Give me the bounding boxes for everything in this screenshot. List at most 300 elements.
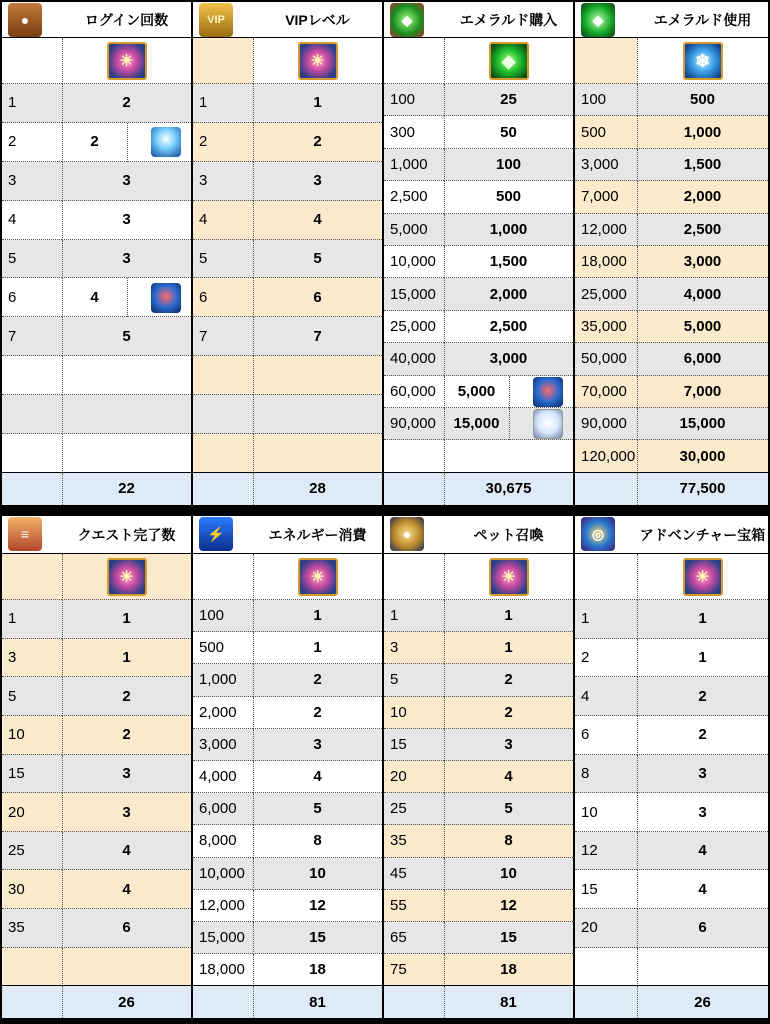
row-key: 18,000 [575, 246, 637, 278]
row-key: 4 [2, 201, 62, 240]
vip-crest-icon: VIP [199, 3, 233, 37]
table-header-title: ペット召喚 [444, 516, 573, 554]
row-value: 3 [62, 793, 191, 832]
table-header-title: ログイン回数 [62, 2, 191, 38]
row-value: 1 [444, 632, 573, 664]
row-value: 3 [253, 729, 382, 761]
row-key: 25 [2, 832, 62, 871]
row-key: 3 [2, 639, 62, 678]
row-key: 40,000 [384, 343, 444, 375]
column-divider [62, 317, 63, 356]
row-value: 1,000 [637, 116, 768, 148]
column-divider [637, 149, 638, 181]
column-divider [637, 473, 638, 505]
row-value: 6,000 [637, 343, 768, 375]
column-divider [253, 162, 254, 201]
row-value: 18 [253, 954, 382, 986]
column-divider [62, 639, 63, 678]
row-key: 120,000 [575, 440, 637, 472]
row-value: 5 [253, 793, 382, 825]
row-key: 15,000 [193, 922, 253, 954]
column-divider [62, 793, 63, 832]
row-key: 3 [193, 162, 253, 201]
total-value: 30,675 [444, 473, 573, 505]
column-divider [444, 858, 445, 890]
total-key-cell [384, 473, 444, 505]
column-divider [637, 793, 638, 832]
row-value: 12 [253, 890, 382, 922]
row-value: 3 [62, 755, 191, 794]
reward-key-cell [384, 554, 444, 600]
row-value: 500 [444, 181, 573, 213]
row-value: 2 [62, 716, 191, 755]
row-key: 2,500 [384, 181, 444, 213]
column-divider [637, 639, 638, 678]
row-value: 3 [637, 793, 768, 832]
column-divider [444, 793, 445, 825]
row-key: 2,000 [193, 697, 253, 729]
total-value: 81 [253, 986, 382, 1018]
row-key: 90,000 [575, 408, 637, 440]
column-divider [637, 38, 638, 84]
column-divider [637, 440, 638, 472]
total-key-cell [193, 473, 253, 505]
column-divider [62, 84, 63, 123]
column-divider [62, 909, 63, 948]
row-value: 6 [637, 909, 768, 948]
row-key: 45 [384, 858, 444, 890]
row-value: 3 [62, 162, 191, 201]
emerald-gem-icon: ◆ [581, 3, 615, 37]
row-key: 100 [193, 600, 253, 632]
row-key: 10,000 [193, 858, 253, 890]
total-value: 22 [62, 473, 191, 505]
row-value: 12 [444, 890, 573, 922]
penguin-pet-icon [151, 127, 181, 157]
row-value: 8 [253, 825, 382, 857]
row-key [2, 395, 62, 434]
row-value [253, 434, 382, 473]
row-value: 7,000 [637, 376, 768, 408]
row-value: 5 [253, 240, 382, 279]
column-divider [444, 554, 445, 600]
column-divider [444, 473, 445, 505]
row-value: 2,000 [637, 181, 768, 213]
column-divider [253, 664, 254, 696]
total-key-cell [193, 986, 253, 1018]
column-divider [253, 697, 254, 729]
row-value: 3,000 [637, 246, 768, 278]
row-key: 30 [2, 870, 62, 909]
row-key: 8,000 [193, 825, 253, 857]
row-value: 1 [253, 84, 382, 123]
row-value: 6 [62, 909, 191, 948]
row-key: 75 [384, 954, 444, 986]
row-key: 300 [384, 116, 444, 148]
total-value: 81 [444, 986, 573, 1018]
row-value: 4,000 [637, 278, 768, 310]
row-key: 6 [193, 278, 253, 317]
row-value: 2 [253, 123, 382, 162]
row-key [193, 395, 253, 434]
column-divider [62, 948, 63, 987]
row-value: 2 [637, 677, 768, 716]
row-value: 4 [253, 761, 382, 793]
row-value: 7 [253, 317, 382, 356]
column-divider [62, 600, 63, 639]
row-key: 12 [575, 832, 637, 871]
row-value: 5 [62, 317, 191, 356]
row-value: 4 [253, 201, 382, 240]
row-value [637, 948, 768, 987]
column-divider [253, 793, 254, 825]
row-key [193, 356, 253, 395]
row-value: 15,000 [444, 408, 509, 440]
row-value: 2 [62, 677, 191, 716]
row-value: 1 [637, 639, 768, 678]
row-value: 2 [62, 123, 127, 162]
column-divider [637, 246, 638, 278]
column-divider [62, 986, 63, 1018]
row-key: 12,000 [575, 214, 637, 246]
row-key: 50,000 [575, 343, 637, 375]
column-divider [62, 201, 63, 240]
row-value: 18 [444, 954, 573, 986]
row-key: 10 [384, 697, 444, 729]
column-divider [253, 240, 254, 279]
column-divider [62, 240, 63, 279]
row-key: 65 [384, 922, 444, 954]
column-divider [253, 922, 254, 954]
column-divider [62, 38, 63, 84]
row-value: 3 [253, 162, 382, 201]
column-divider [444, 697, 445, 729]
row-key: 7 [193, 317, 253, 356]
avatar-icon: ● [8, 3, 42, 37]
row-key: 4,000 [193, 761, 253, 793]
table-header-title: エメラルド使用 [637, 2, 768, 38]
row-key: 2 [193, 123, 253, 162]
column-divider [444, 761, 445, 793]
row-value: 1,500 [444, 246, 573, 278]
column-divider [253, 434, 254, 473]
column-divider [444, 408, 445, 440]
reward-key-cell [193, 38, 253, 84]
row-value: 500 [637, 84, 768, 116]
total-key-cell [575, 473, 637, 505]
column-divider [253, 317, 254, 356]
reward-key-cell [575, 554, 637, 600]
column-divider [253, 600, 254, 632]
column-divider [637, 311, 638, 343]
column-divider [253, 729, 254, 761]
row-key: 8 [575, 755, 637, 794]
column-divider [444, 664, 445, 696]
row-key: 2 [575, 639, 637, 678]
column-divider [253, 858, 254, 890]
row-value: 2,000 [444, 278, 573, 310]
ice-cream-item-icon [298, 558, 338, 596]
row-key: 55 [384, 890, 444, 922]
column-divider [637, 278, 638, 310]
row-key: 1 [2, 600, 62, 639]
column-divider [253, 890, 254, 922]
row-value: 15 [444, 922, 573, 954]
row-key: 5 [2, 677, 62, 716]
ice-cream-item-icon [489, 558, 529, 596]
column-divider [637, 986, 638, 1018]
row-value [62, 434, 191, 473]
total-key-cell [384, 986, 444, 1018]
row-value: 1,500 [637, 149, 768, 181]
row-key: 60,000 [384, 376, 444, 408]
row-key: 20 [2, 793, 62, 832]
column-divider [444, 954, 445, 986]
column-divider [637, 408, 638, 440]
row-key: 3,000 [193, 729, 253, 761]
column-divider [62, 716, 63, 755]
column-divider [637, 677, 638, 716]
row-key: 500 [575, 116, 637, 148]
column-divider [509, 408, 510, 440]
row-key: 25,000 [384, 311, 444, 343]
row-key [384, 440, 444, 472]
row-key [2, 434, 62, 473]
row-key: 100 [575, 84, 637, 116]
column-divider [253, 554, 254, 600]
column-divider [253, 473, 254, 505]
column-divider [444, 116, 445, 148]
column-divider [444, 149, 445, 181]
row-key: 3 [384, 632, 444, 664]
column-divider [444, 311, 445, 343]
row-value: 2 [637, 716, 768, 755]
table-header-title: エメラルド購入 [444, 2, 573, 38]
column-divider [637, 84, 638, 116]
row-key: 35,000 [575, 311, 637, 343]
row-value: 50 [444, 116, 573, 148]
column-divider [637, 181, 638, 213]
row-value: 4 [62, 278, 127, 317]
ice-cream-item-icon [107, 558, 147, 596]
row-value: 2,500 [444, 311, 573, 343]
row-value [62, 395, 191, 434]
row-value: 5 [444, 793, 573, 825]
row-value: 1 [253, 600, 382, 632]
row-value: 3 [637, 755, 768, 794]
row-key: 35 [384, 825, 444, 857]
row-value: 10 [444, 858, 573, 890]
table-header-title: クエスト完了数 [62, 516, 191, 554]
column-divider [253, 84, 254, 123]
row-key: 5,000 [384, 214, 444, 246]
row-value: 8 [444, 825, 573, 857]
total-value: 28 [253, 473, 382, 505]
row-value [62, 356, 191, 395]
row-value [253, 395, 382, 434]
row-key: 20 [384, 761, 444, 793]
row-key: 70,000 [575, 376, 637, 408]
column-divider [637, 343, 638, 375]
column-divider [62, 434, 63, 473]
column-divider [444, 343, 445, 375]
row-value: 4 [637, 832, 768, 871]
column-divider [444, 922, 445, 954]
row-value [62, 948, 191, 987]
column-divider [62, 554, 63, 600]
row-key: 6 [2, 278, 62, 317]
column-divider [62, 278, 63, 317]
row-key: 6,000 [193, 793, 253, 825]
column-divider [444, 890, 445, 922]
row-value: 1 [253, 632, 382, 664]
column-divider [62, 755, 63, 794]
column-divider [637, 214, 638, 246]
ice-cream-item-icon [298, 42, 338, 80]
row-key: 15,000 [384, 278, 444, 310]
column-divider [637, 832, 638, 871]
row-key: 10 [575, 793, 637, 832]
column-divider [253, 38, 254, 84]
column-divider [444, 600, 445, 632]
row-value: 6 [253, 278, 382, 317]
row-key: 10 [2, 716, 62, 755]
row-key: 15 [384, 729, 444, 761]
column-divider [637, 554, 638, 600]
total-value: 77,500 [637, 473, 768, 505]
column-divider [637, 116, 638, 148]
column-divider [253, 986, 254, 1018]
column-divider [62, 162, 63, 201]
column-divider [253, 395, 254, 434]
total-key-cell [2, 986, 62, 1018]
column-divider [637, 716, 638, 755]
row-value: 4 [62, 832, 191, 871]
row-key: 25 [384, 793, 444, 825]
column-divider [127, 123, 128, 162]
row-value: 3 [62, 240, 191, 279]
scroll-icon: ≡ [8, 517, 42, 551]
column-divider [444, 214, 445, 246]
row-key: 1 [384, 600, 444, 632]
row-value: 2 [253, 664, 382, 696]
column-divider [444, 181, 445, 213]
column-divider [253, 201, 254, 240]
column-divider [127, 278, 128, 317]
total-value: 26 [637, 986, 768, 1018]
column-divider [62, 123, 63, 162]
column-divider [637, 600, 638, 639]
emerald-pile-icon: ◆ [390, 3, 424, 37]
row-key [193, 434, 253, 473]
pet-egg-icon: ● [390, 517, 424, 551]
row-value: 15 [253, 922, 382, 954]
row-key [2, 948, 62, 987]
reward-key-cell [575, 38, 637, 84]
ice-cream-item-icon [107, 42, 147, 80]
row-key: 100 [384, 84, 444, 116]
row-key: 1,000 [384, 149, 444, 181]
column-divider [637, 909, 638, 948]
row-value [253, 356, 382, 395]
row-key: 2 [2, 123, 62, 162]
table-header-title: エネルギー消費 [253, 516, 382, 554]
row-value: 4 [62, 870, 191, 909]
column-divider [253, 123, 254, 162]
row-value: 2,500 [637, 214, 768, 246]
ice-cream-item-icon [683, 558, 723, 596]
row-value: 30,000 [637, 440, 768, 472]
row-key: 5 [384, 664, 444, 696]
column-divider [253, 761, 254, 793]
column-divider [444, 729, 445, 761]
row-value: 4 [444, 761, 573, 793]
row-key: 7 [2, 317, 62, 356]
column-divider [637, 948, 638, 987]
row-value: 2 [253, 697, 382, 729]
column-divider [62, 832, 63, 871]
row-key: 5 [2, 240, 62, 279]
column-divider [253, 954, 254, 986]
reward-key-cell [384, 38, 444, 84]
row-key: 7,000 [575, 181, 637, 213]
snow-penguin-pet-icon [533, 409, 563, 439]
row-key [2, 356, 62, 395]
row-key: 12,000 [193, 890, 253, 922]
row-key: 1,000 [193, 664, 253, 696]
row-key: 6 [575, 716, 637, 755]
row-key: 500 [193, 632, 253, 664]
column-divider [253, 825, 254, 857]
column-divider [444, 632, 445, 664]
column-divider [444, 825, 445, 857]
column-divider [62, 356, 63, 395]
row-key: 1 [193, 84, 253, 123]
reward-key-cell [193, 554, 253, 600]
row-key: 3,000 [575, 149, 637, 181]
column-divider [444, 986, 445, 1018]
row-key: 10,000 [384, 246, 444, 278]
table-header-title: VIPレベル [253, 2, 382, 38]
row-key: 4 [193, 201, 253, 240]
row-value: 3 [62, 201, 191, 240]
penguin-pet-icon [533, 377, 563, 407]
row-value [444, 440, 573, 472]
row-value: 5,000 [637, 311, 768, 343]
row-key: 15 [2, 755, 62, 794]
row-key: 20 [575, 909, 637, 948]
row-key: 3 [2, 162, 62, 201]
row-value: 100 [444, 149, 573, 181]
column-divider [509, 376, 510, 408]
row-value: 2 [62, 84, 191, 123]
emerald-item-icon [489, 42, 529, 80]
column-divider [444, 84, 445, 116]
frost-item-icon [683, 42, 723, 80]
total-key-cell [575, 986, 637, 1018]
table-header-title: アドベンチャー宝箱 [637, 516, 768, 554]
row-value: 1,000 [444, 214, 573, 246]
column-divider [62, 677, 63, 716]
row-value: 10 [253, 858, 382, 890]
row-key [575, 948, 637, 987]
column-divider [444, 440, 445, 472]
column-divider [62, 473, 63, 505]
row-value: 3 [444, 729, 573, 761]
row-value: 2 [444, 664, 573, 696]
total-key-cell [2, 473, 62, 505]
column-divider [253, 278, 254, 317]
